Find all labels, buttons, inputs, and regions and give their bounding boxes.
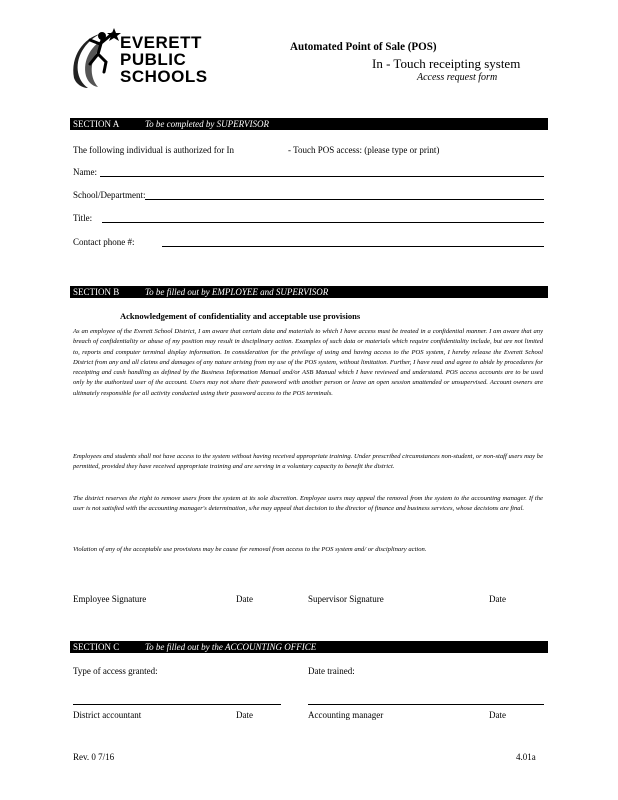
- school-field[interactable]: [145, 199, 544, 200]
- section-a-intro-left: The following individual is authorized for In: [73, 145, 234, 155]
- name-field[interactable]: [100, 176, 544, 177]
- section-c-label: SECTION C: [73, 642, 120, 652]
- logo-wordmark: [120, 34, 208, 85]
- revision-label: Rev. 0 7/16: [73, 752, 115, 762]
- logo-line-2: PUBLIC: [120, 50, 187, 69]
- section-b-desc: To be filled out by EMPLOYEE and SUPERVISOR: [145, 287, 329, 297]
- section-a-desc: To be completed by SUPERVISOR: [145, 119, 269, 129]
- section-c-desc: To be filled out by the ACCOUNTING OFFICE: [145, 642, 317, 652]
- accounting-manager-label: Accounting manager: [308, 710, 384, 720]
- manager-signature-line[interactable]: [308, 704, 544, 705]
- manager-date-label: Date: [489, 710, 506, 720]
- logo-line-3: SCHOOLS: [120, 67, 208, 86]
- employee-signature-label: Employee Signature: [73, 594, 147, 604]
- logo-line-1: EVERETT: [120, 33, 202, 52]
- form-subtitle: In - Touch receipting system: [372, 56, 521, 71]
- violation-notice: Violation of any of the acceptable use provisions may be cause for removal from access to the POS system and/ or disciplinary action.: [73, 546, 427, 553]
- section-b-bar: [70, 286, 548, 298]
- provision-paragraph-2: Employees and students shall not have access to the system without having received appropriate training. Under prescribed circumstances non-student, or non-staff users may be permitted, provided they have received appropriate training and are serving in a voluntary capacity to benefit the district.: [73, 453, 543, 470]
- section-a-intro-right: - Touch POS access: (please type or print): [288, 145, 440, 155]
- section-a-bar: [70, 118, 548, 130]
- name-label: Name:: [73, 167, 97, 177]
- form-number: 4.01a: [516, 752, 536, 762]
- form-title: Automated Point of Sale (POS): [290, 39, 437, 53]
- supervisor-signature-label: Supervisor Signature: [308, 594, 384, 604]
- employee-date-label: Date: [236, 594, 253, 604]
- date-trained-label: Date trained:: [308, 666, 355, 676]
- provision-paragraph-1: As an employee of the Everett School District, I am aware that certain data and materials to which I have access must be treated in a confidential manner. I am aware that any breach of confidentiality or abuse of my position may result in disciplinary action. Examples of such data or materials which require confidentiality include, but are not limited to, reports and computer terminal display information. In consideration for the privilege of using and having access to the POS system, I hereby release the Everett School District from any and all claims and damages of any nature arising from my use of the POS system, without limitation. Further, I have read and agree to abide by procedures for receipting and cash handling as defined by the Business Information Manual and/or ASB Manual which I have reviewed and understand. POS access accounts are to be used only by the authorized user of the account. Users may not share their password with another person or leave an open session unattended or unsupervised. Account owners are ultimately responsible for all activity conducted using their password access to the POS terminals.: [73, 328, 543, 397]
- section-c-bar: [70, 641, 548, 653]
- phone-field[interactable]: [162, 246, 544, 247]
- district-accountant-label: District accountant: [73, 710, 142, 720]
- school-label: School/Department:: [73, 190, 146, 200]
- supervisor-date-label: Date: [489, 594, 506, 604]
- access-type-label: Type of access granted:: [73, 666, 158, 676]
- form-name: Access request form: [417, 72, 498, 83]
- accountant-signature-line[interactable]: [73, 704, 281, 705]
- accountant-date-label: Date: [236, 710, 253, 720]
- title-field[interactable]: [102, 222, 544, 223]
- title-label: Title:: [73, 213, 93, 223]
- section-b-label: SECTION B: [73, 287, 120, 297]
- section-a-label: SECTION A: [73, 119, 120, 129]
- phone-label: Contact phone #:: [73, 237, 135, 247]
- acknowledgement-heading: Acknowledgement of confidentiality and acceptable use provisions: [120, 311, 361, 321]
- provision-paragraph-3: The district reserves the right to remove users from the system at its sole discretion. Employee users may appeal the removal from the system to the accounting manager. If the user is not satisfied with the accounting manager's determination, s/he may appeal that decision to the director of finance and business services, whose decisions are final.: [73, 495, 543, 512]
